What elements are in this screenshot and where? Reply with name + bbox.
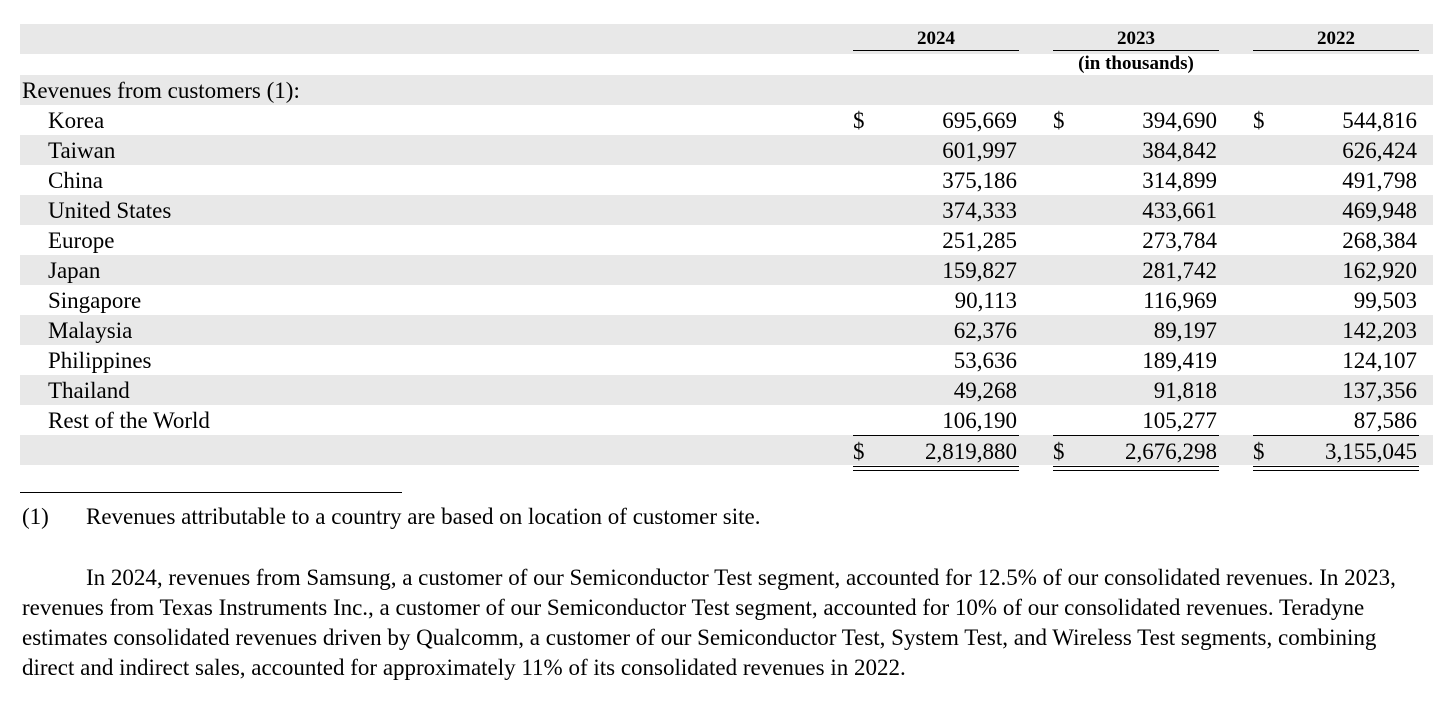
row-label: Taiwan bbox=[48, 138, 116, 163]
total-currency-symbol: $ bbox=[1053, 439, 1065, 464]
table-cell-2023: 314,899 bbox=[1142, 168, 1217, 193]
table-cell-2024: 53,636 bbox=[953, 348, 1017, 373]
table-cell-2024: 374,333 bbox=[942, 198, 1017, 223]
table-cell-2023: 384,842 bbox=[1142, 138, 1217, 163]
row-label: Philippines bbox=[48, 348, 152, 373]
header-band bbox=[20, 24, 1433, 54]
total-2023: 2,676,298 bbox=[1125, 439, 1217, 464]
currency-symbol: $ bbox=[1253, 108, 1265, 133]
table-cell-2022: 626,424 bbox=[1342, 138, 1417, 163]
header-underline bbox=[1253, 50, 1419, 51]
table-cell-2024: 251,285 bbox=[942, 228, 1017, 253]
row-label: Europe bbox=[48, 228, 115, 253]
total-currency-symbol: $ bbox=[853, 439, 865, 464]
table-cell-2022: 142,203 bbox=[1342, 318, 1417, 343]
column-header-2024: 2024 bbox=[917, 28, 955, 49]
footnote bbox=[22, 502, 760, 532]
table-cell-2023: 116,969 bbox=[1143, 288, 1217, 313]
table-cell-2022: 124,107 bbox=[1342, 348, 1417, 373]
row-band bbox=[20, 255, 1433, 285]
table-cell-2022: 99,503 bbox=[1353, 288, 1417, 313]
row-label: Japan bbox=[48, 258, 101, 283]
total-double-underline bbox=[853, 466, 1019, 471]
row-label: Thailand bbox=[48, 378, 130, 403]
currency-symbol: $ bbox=[853, 108, 865, 133]
table-cell-2022: 491,798 bbox=[1342, 168, 1417, 193]
footnote-text: Revenues attributable to a country are based on location of customer site. bbox=[86, 504, 761, 529]
total-2024: 2,819,880 bbox=[925, 439, 1017, 464]
row-label: China bbox=[48, 168, 103, 193]
table-cell-2023: 189,419 bbox=[1142, 348, 1217, 373]
total-double-underline bbox=[1053, 466, 1219, 471]
row-label: Korea bbox=[48, 108, 105, 133]
row-label: Malaysia bbox=[48, 318, 133, 343]
column-header-2022: 2022 bbox=[1317, 28, 1355, 49]
header-underline bbox=[853, 50, 1019, 51]
table-cell-2024: 159,827 bbox=[942, 258, 1017, 283]
units-note: (in thousands) bbox=[1078, 53, 1194, 74]
customer-concentration-paragraph: In 2024, revenues from Samsung, a customer of our Semiconductor Test segment, accounted for 12.5% of our consolidated revenues. In 2023, revenues from Texas Instruments Inc., a customer of our Semiconductor Test segment, accounted for 10% of our consolidated revenues. Teradyne estimates consolidated revenues driven by Qualcomm, a customer of our Semiconductor Test, System Test, and Wireless Test segments, combining direct and indirect sales, accounted for approximately 11% of its consolidated revenues in 2022. bbox=[22, 565, 1396, 680]
table-cell-2022: 469,948 bbox=[1342, 198, 1417, 223]
table-cell-2022: 87,586 bbox=[1353, 408, 1417, 433]
row-label: Rest of the World bbox=[48, 408, 210, 433]
row-band bbox=[20, 435, 1433, 465]
footnote-divider bbox=[20, 492, 402, 493]
table-cell-2024: 106,190 bbox=[942, 408, 1017, 433]
section-label: Revenues from customers (1): bbox=[22, 78, 300, 103]
row-label: United States bbox=[48, 198, 172, 223]
row-label: Singapore bbox=[48, 288, 142, 313]
table-cell-2024: 90,113 bbox=[954, 288, 1017, 313]
table-cell-2022: 544,816 bbox=[1342, 108, 1417, 133]
row-band bbox=[20, 195, 1433, 225]
table-cell-2023: 281,742 bbox=[1142, 258, 1217, 283]
revenue-by-region-table bbox=[20, 24, 1433, 470]
table-cell-2024: 49,268 bbox=[953, 378, 1017, 403]
column-header-2023: 2023 bbox=[1117, 28, 1155, 49]
total-2022: 3,155,045 bbox=[1325, 439, 1417, 464]
table-cell-2024: 62,376 bbox=[953, 318, 1017, 343]
table-cell-2024: 601,997 bbox=[942, 138, 1017, 163]
table-cell-2023: 433,661 bbox=[1142, 198, 1217, 223]
table-cell-2022: 162,920 bbox=[1342, 258, 1417, 283]
table-cell-2023: 105,277 bbox=[1142, 408, 1217, 433]
table-cell-2024: 695,669 bbox=[942, 108, 1017, 133]
row-band bbox=[20, 375, 1433, 405]
table-cell-2024: 375,186 bbox=[942, 168, 1017, 193]
table-cell-2023: 273,784 bbox=[1142, 228, 1217, 253]
total-rule bbox=[1253, 435, 1419, 436]
table-cell-2022: 137,356 bbox=[1342, 378, 1417, 403]
table-cell-2023: 394,690 bbox=[1142, 108, 1217, 133]
total-rule bbox=[853, 435, 1019, 436]
table-cell-2022: 268,384 bbox=[1342, 228, 1417, 253]
total-currency-symbol: $ bbox=[1253, 439, 1265, 464]
total-rule bbox=[1053, 435, 1219, 436]
row-band bbox=[20, 135, 1433, 165]
row-band bbox=[20, 315, 1433, 345]
footnote-marker: (1) bbox=[22, 504, 49, 529]
total-double-underline bbox=[1253, 466, 1419, 471]
table-cell-2023: 91,818 bbox=[1153, 378, 1217, 403]
header-underline bbox=[1053, 50, 1219, 51]
table-cell-2023: 89,197 bbox=[1153, 318, 1217, 343]
currency-symbol: $ bbox=[1053, 108, 1065, 133]
